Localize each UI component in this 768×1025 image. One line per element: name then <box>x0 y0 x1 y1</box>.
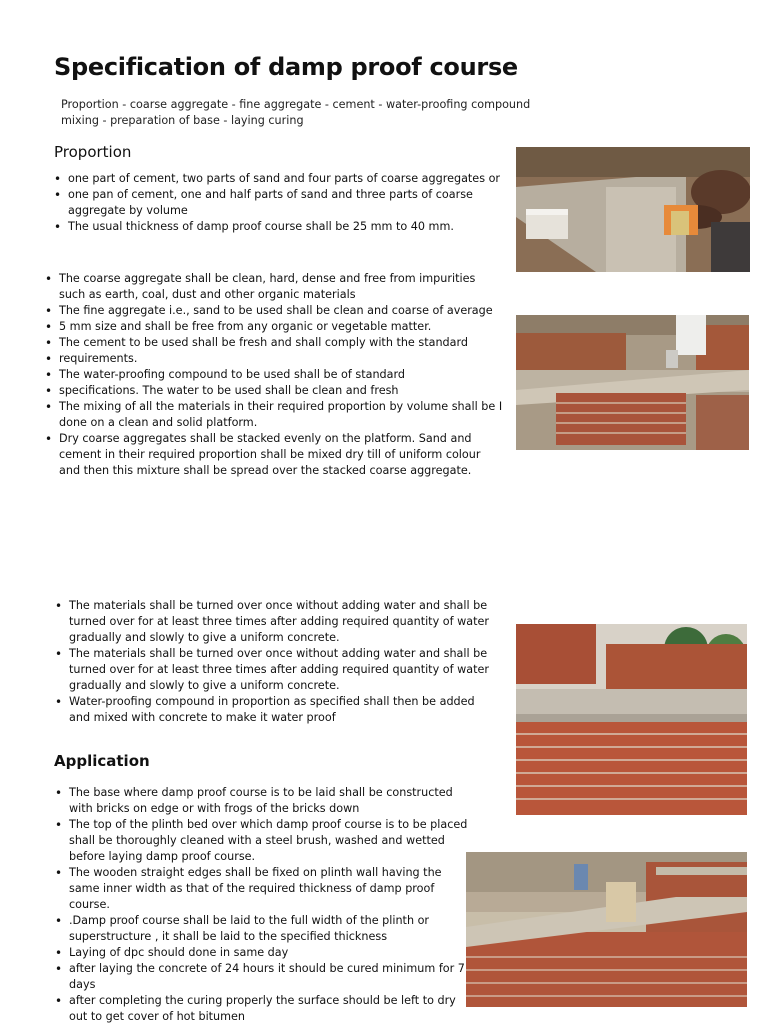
list-item: • The materials shall be turned over once without adding water and shall be turned over for at least three times after adding required quantity of water gradually and slowly to give a uniform concrete. <box>55 646 495 694</box>
workers-laying-dpc-photo <box>516 147 750 272</box>
list-item: • one pan of cement, one and half parts of sand and three parts of coarse aggregate by volume <box>54 187 514 219</box>
page-subtitle: Proportion - coarse aggregate - fine aggregate - cement - water-proofing compound mixing - preparation of base - laying curing <box>61 98 531 127</box>
worker-on-brick-plinth-photo <box>516 315 749 450</box>
list-item: • The materials shall be turned over once without adding water and shall be turned over for at least three times after adding required quantity of water gradually and slowly to give a uniform concrete. <box>55 598 495 646</box>
proportion-heading: Proportion <box>54 143 132 161</box>
list-item: • one part of cement, two parts of sand and four parts of coarse aggregates or <box>54 171 514 187</box>
list-item: • 5 mm size and shall be free from any organic or vegetable matter. <box>45 319 503 335</box>
list-item: • The mixing of all the materials in their required proportion by volume shall be I done on a clean and solid platform. <box>45 399 503 431</box>
list-item: • after laying the concrete of 24 hours it should be cured minimum for 7 days <box>55 961 475 993</box>
application-list <box>55 785 475 1025</box>
brick-wall-with-dpc-photo <box>516 624 747 815</box>
list-item: • The usual thickness of damp proof course shall be 25 mm to 40 mm. <box>54 219 514 235</box>
list-item: • Dry coarse aggregates shall be stacked evenly on the platform. Sand and cement in their required proportion shall be mixed dry till of uniform colour and then this mixture shall be spread over the stacked coarse aggregate. <box>45 431 503 479</box>
materials-list <box>45 271 503 479</box>
list-item: • The wooden straight edges shall be fixed on plinth wall having the same inner width as that of the required thickness of damp proof course. <box>55 865 475 913</box>
mixing-list <box>55 598 495 726</box>
application-heading: Application <box>54 752 150 770</box>
list-item: • requirements. <box>45 351 503 367</box>
site-brick-foundation-photo <box>466 852 747 1007</box>
proportion-list <box>54 171 514 235</box>
list-item: • .Damp proof course shall be laid to the full width of the plinth or superstructure , it shall be laid to the specified thickness <box>55 913 475 945</box>
page-title: Specification of damp proof course <box>54 53 518 81</box>
list-item: • specifications. The water to be used shall be clean and fresh <box>45 383 503 399</box>
list-item: • The coarse aggregate shall be clean, hard, dense and free from impurities such as earth, coal, dust and other organic materials <box>45 271 503 303</box>
list-item: • The water-proofing compound to be used shall be of standard <box>45 367 503 383</box>
list-item: • Laying of dpc should done in same day <box>55 945 475 961</box>
list-item: • The top of the plinth bed over which damp proof course is to be placed shall be thoroughly cleaned with a steel brush, washed and wetted before laying damp proof course. <box>55 817 475 865</box>
list-item: • after completing the curing properly the surface should be left to dry out to get cover of hot bitumen <box>55 993 475 1025</box>
list-item: • Water-proofing compound in proportion as specified shall then be added and mixed with concrete to make it water proof <box>55 694 495 726</box>
list-item: • The cement to be used shall be fresh and shall comply with the standard <box>45 335 503 351</box>
list-item: • The fine aggregate i.e., sand to be used shall be clean and coarse of average <box>45 303 503 319</box>
list-item: • The base where damp proof course is to be laid shall be constructed with bricks on edge or with frogs of the bricks down <box>55 785 475 817</box>
